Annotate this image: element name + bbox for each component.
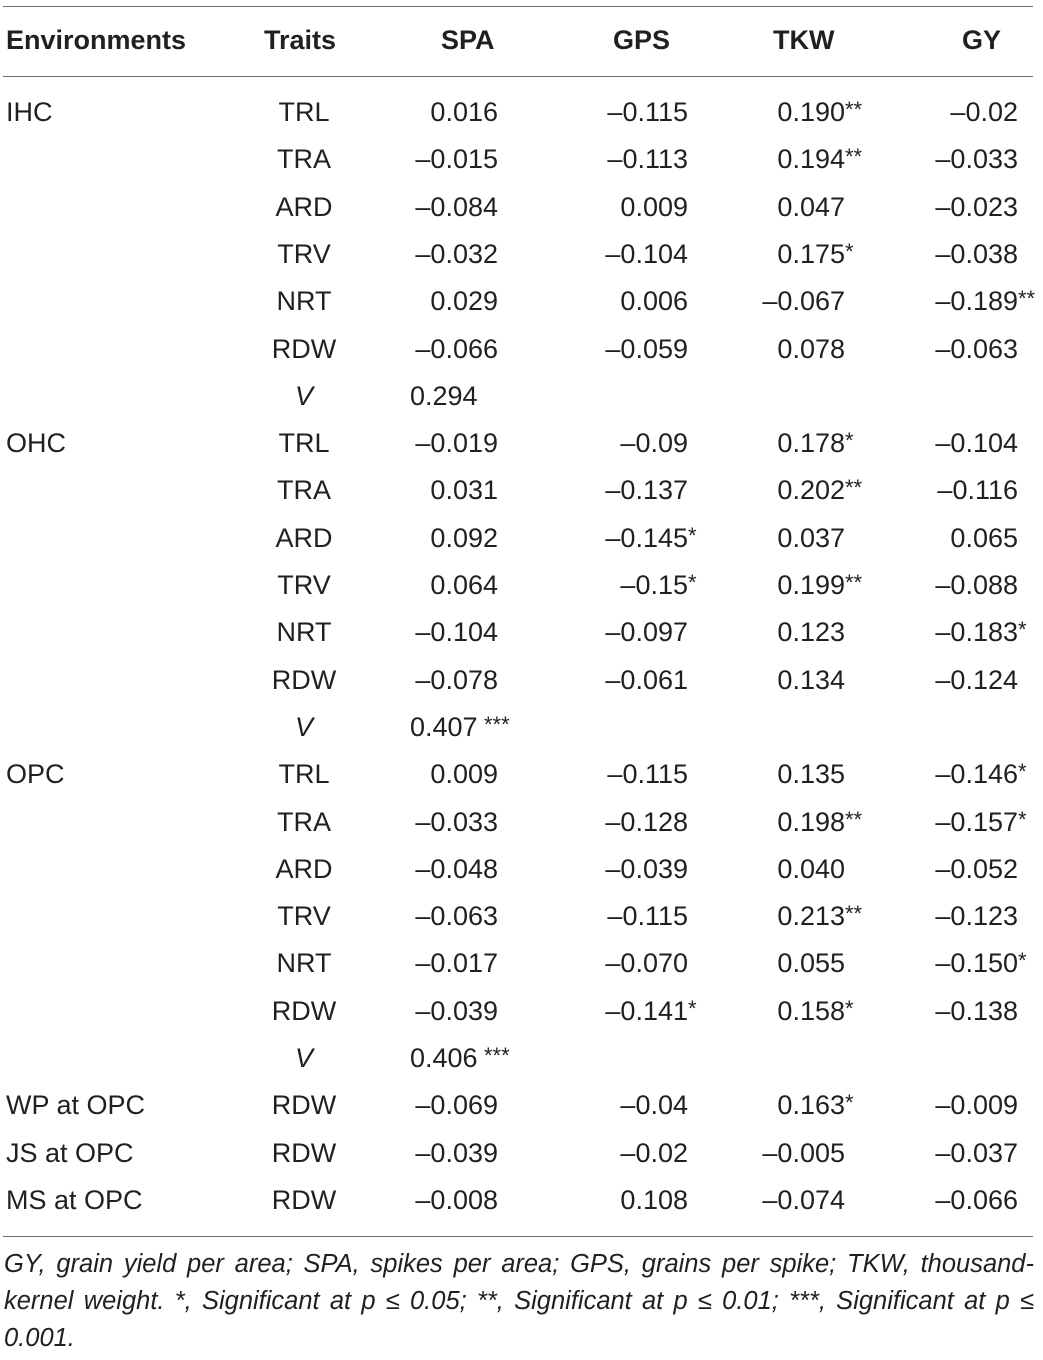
gy-significance: * xyxy=(1018,806,1027,832)
spa-cell: –0.015 xyxy=(415,144,498,175)
trait-cell: RDW xyxy=(271,1137,337,1168)
table-row xyxy=(0,234,1043,274)
trait-cell: TRV xyxy=(277,570,331,600)
trait-cell: RDW xyxy=(271,1090,337,1121)
spa-cell: –0.104 xyxy=(415,617,498,648)
trait-cell: NRT xyxy=(276,617,332,648)
gy-cell: –0.157 xyxy=(935,806,1018,837)
trait-cell: TRA xyxy=(277,144,331,175)
trait-cell: TRA xyxy=(277,475,331,506)
spa-cell: –0.066 xyxy=(415,333,498,364)
gy-cell: –0.088 xyxy=(935,570,1018,600)
trait-cell: TRA xyxy=(277,806,331,837)
gy-cell: –0.146 xyxy=(935,759,1018,790)
trait-cell: RDW xyxy=(271,664,337,695)
gps-cell: 0.009 xyxy=(620,191,688,222)
table-row xyxy=(0,92,1043,132)
tkw-cell: 0.047 xyxy=(777,191,845,222)
gps-significance: * xyxy=(688,570,697,595)
table-row xyxy=(0,187,1043,227)
tkw-cell: 0.078 xyxy=(777,333,845,364)
trait-cell: ARD xyxy=(275,522,333,553)
gps-cell: –0.09 xyxy=(620,428,688,459)
tkw-cell: 0.190 xyxy=(777,97,845,127)
gps-cell: –0.113 xyxy=(607,144,688,175)
table-row xyxy=(0,518,1043,558)
table-row xyxy=(0,660,1043,700)
spa-significance: *** xyxy=(484,711,510,737)
gy-cell: –0.009 xyxy=(935,1090,1018,1121)
tkw-significance: ** xyxy=(845,97,863,122)
gy-cell: –0.183 xyxy=(935,617,1018,648)
trait-cell: RDW xyxy=(271,995,337,1026)
environment-cell: WP at OPC xyxy=(6,1090,146,1121)
tkw-significance: * xyxy=(845,1090,854,1116)
tkw-cell: 0.135 xyxy=(777,759,845,790)
spa-cell: –0.048 xyxy=(415,853,498,884)
tkw-cell: 0.194 xyxy=(777,144,845,175)
header-spa: SPA xyxy=(441,25,495,55)
trait-cell: V xyxy=(294,1043,313,1073)
gy-cell: –0.02 xyxy=(950,97,1018,127)
gy-cell: –0.123 xyxy=(935,901,1018,932)
table-row xyxy=(0,470,1043,510)
spa-cell: 0.031 xyxy=(430,475,498,506)
gps-cell: –0.128 xyxy=(605,806,688,837)
table-row xyxy=(0,565,1043,605)
gy-cell: –0.124 xyxy=(935,664,1018,695)
tkw-cell: 0.198 xyxy=(777,806,845,837)
gps-cell: –0.059 xyxy=(605,333,688,364)
tkw-significance: * xyxy=(845,238,854,264)
table-row xyxy=(0,1180,1043,1220)
gps-cell: –0.145 xyxy=(605,522,688,553)
gy-significance: ** xyxy=(1018,286,1036,312)
tkw-significance: ** xyxy=(845,144,863,170)
top-rule xyxy=(3,6,1033,7)
tkw-cell: –0.005 xyxy=(762,1137,845,1168)
tkw-cell: –0.067 xyxy=(762,286,845,317)
spa-cell: 0.029 xyxy=(430,286,498,317)
table-row xyxy=(0,139,1043,179)
gps-cell: –0.141 xyxy=(605,995,688,1026)
spa-cell: –0.019 xyxy=(415,428,498,459)
gps-significance: * xyxy=(688,522,697,548)
tkw-cell: 0.163 xyxy=(777,1090,845,1121)
gps-cell: 0.006 xyxy=(620,286,688,317)
gps-cell: –0.04 xyxy=(620,1090,688,1121)
environment-cell: JS at OPC xyxy=(6,1137,134,1168)
trait-cell: ARD xyxy=(275,853,333,884)
table-row xyxy=(0,376,1043,416)
spa-significance: *** xyxy=(484,1043,510,1068)
gps-cell: 0.108 xyxy=(620,1184,688,1215)
spa-cell: –0.063 xyxy=(415,901,498,932)
table-row xyxy=(0,849,1043,889)
trait-cell: RDW xyxy=(271,1184,337,1215)
spa-cell: 0.016 xyxy=(430,97,498,127)
spa-cell: –0.069 xyxy=(415,1090,498,1121)
trait-cell: TRL xyxy=(278,428,330,459)
trait-cell: NRT xyxy=(276,948,332,979)
tkw-significance: ** xyxy=(845,570,863,595)
gps-cell: –0.115 xyxy=(607,901,688,932)
spa-cell: –0.084 xyxy=(415,191,498,222)
table-row xyxy=(0,707,1043,747)
tkw-significance: ** xyxy=(845,901,863,927)
tkw-significance: * xyxy=(845,995,854,1021)
table-footnote: GY, grain yield per area; SPA, spikes per area; GPS, grains per spike; TKW, thousand- kernel weight. *, Significant at p ≤ 0.05; **, Significant at p ≤ 0.01; ***, Significant at p ≤ 0.001. xyxy=(4,1250,1034,1352)
tkw-cell: –0.074 xyxy=(762,1184,845,1215)
gy-significance: * xyxy=(1018,948,1027,974)
gps-cell: –0.097 xyxy=(605,617,688,648)
gps-cell: –0.104 xyxy=(605,238,688,269)
header-gps: GPS xyxy=(613,25,671,55)
environment-cell: OHC xyxy=(6,428,66,459)
gy-cell: –0.138 xyxy=(935,995,1018,1026)
gps-cell: –0.15 xyxy=(620,570,688,600)
gy-cell: –0.063 xyxy=(935,333,1018,364)
tkw-cell: 0.213 xyxy=(777,901,845,932)
table-row xyxy=(0,281,1043,321)
table-row xyxy=(0,1085,1043,1125)
tkw-cell: 0.202 xyxy=(777,475,845,506)
tkw-cell: 0.158 xyxy=(777,995,845,1026)
table-row xyxy=(0,612,1043,652)
table-row xyxy=(0,1133,1043,1173)
gy-cell: 0.065 xyxy=(950,522,1018,553)
spa-cell: –0.039 xyxy=(415,995,498,1026)
spa-cell: –0.017 xyxy=(415,948,498,979)
gps-cell: –0.061 xyxy=(605,664,688,695)
environment-cell: MS at OPC xyxy=(6,1184,143,1215)
tkw-significance: ** xyxy=(845,806,863,832)
table-row xyxy=(0,754,1043,794)
header-tkw: TKW xyxy=(773,25,835,55)
table-row xyxy=(0,329,1043,369)
gy-significance: * xyxy=(1018,759,1027,785)
spa-cell: –0.008 xyxy=(415,1184,498,1215)
v-value-cell: 0.407 xyxy=(410,711,478,742)
gps-cell: –0.115 xyxy=(607,759,688,790)
trait-cell: ARD xyxy=(275,191,333,222)
gps-cell: –0.115 xyxy=(607,97,688,127)
table-row xyxy=(0,802,1043,842)
gy-cell: –0.104 xyxy=(935,428,1018,459)
spa-cell: 0.064 xyxy=(430,570,498,600)
tkw-significance: * xyxy=(845,428,854,454)
gy-cell: –0.150 xyxy=(935,948,1018,979)
tkw-cell: 0.123 xyxy=(777,617,845,648)
bottom-rule xyxy=(3,1236,1033,1237)
trait-cell: TRL xyxy=(278,759,330,790)
tkw-cell: 0.037 xyxy=(777,522,845,553)
gps-cell: –0.02 xyxy=(620,1137,688,1168)
gy-cell: –0.189 xyxy=(935,286,1018,317)
spa-cell: –0.039 xyxy=(415,1137,498,1168)
header-gy: GY xyxy=(962,25,1002,55)
spa-cell: –0.032 xyxy=(415,238,498,269)
trait-cell: NRT xyxy=(276,286,332,317)
environment-cell: OPC xyxy=(6,759,65,790)
tkw-cell: 0.040 xyxy=(777,853,845,884)
tkw-cell: 0.055 xyxy=(777,948,845,979)
trait-cell: TRV xyxy=(277,901,331,932)
gps-significance: * xyxy=(688,995,697,1021)
table-row xyxy=(0,423,1043,463)
tkw-cell: 0.199 xyxy=(777,570,845,600)
table-row xyxy=(0,991,1043,1031)
gy-cell: –0.037 xyxy=(935,1137,1018,1168)
table-row xyxy=(0,896,1043,936)
trait-cell: V xyxy=(294,711,313,742)
environment-cell: IHC xyxy=(6,97,53,127)
trait-cell: TRL xyxy=(278,97,330,127)
trait-cell: V xyxy=(294,380,313,411)
trait-cell: TRV xyxy=(277,238,331,269)
gps-cell: –0.070 xyxy=(605,948,688,979)
gy-cell: –0.023 xyxy=(935,191,1018,222)
gy-cell: –0.066 xyxy=(935,1184,1018,1215)
spa-cell: 0.092 xyxy=(430,522,498,553)
v-value-cell: 0.406 xyxy=(410,1043,478,1073)
gy-cell: –0.033 xyxy=(935,144,1018,175)
table-row xyxy=(0,1038,1043,1078)
tkw-cell: 0.175 xyxy=(777,238,845,269)
gy-significance: * xyxy=(1018,617,1027,643)
gps-cell: –0.137 xyxy=(605,475,688,506)
trait-cell: RDW xyxy=(271,333,337,364)
spa-cell: –0.033 xyxy=(415,806,498,837)
gy-cell: –0.052 xyxy=(935,853,1018,884)
tkw-cell: 0.178 xyxy=(777,428,845,459)
tkw-significance: ** xyxy=(845,475,863,501)
header-rule xyxy=(3,76,1033,77)
tkw-cell: 0.134 xyxy=(777,664,845,695)
header-traits: Traits xyxy=(264,25,337,55)
table-row xyxy=(0,943,1043,983)
gy-cell: –0.116 xyxy=(937,475,1018,506)
header-environments: Environments xyxy=(6,25,187,55)
spa-cell: 0.009 xyxy=(430,759,498,790)
spa-cell: –0.078 xyxy=(415,664,498,695)
gy-cell: –0.038 xyxy=(935,238,1018,269)
gps-cell: –0.039 xyxy=(605,853,688,884)
v-value-cell: 0.294 xyxy=(410,380,478,411)
